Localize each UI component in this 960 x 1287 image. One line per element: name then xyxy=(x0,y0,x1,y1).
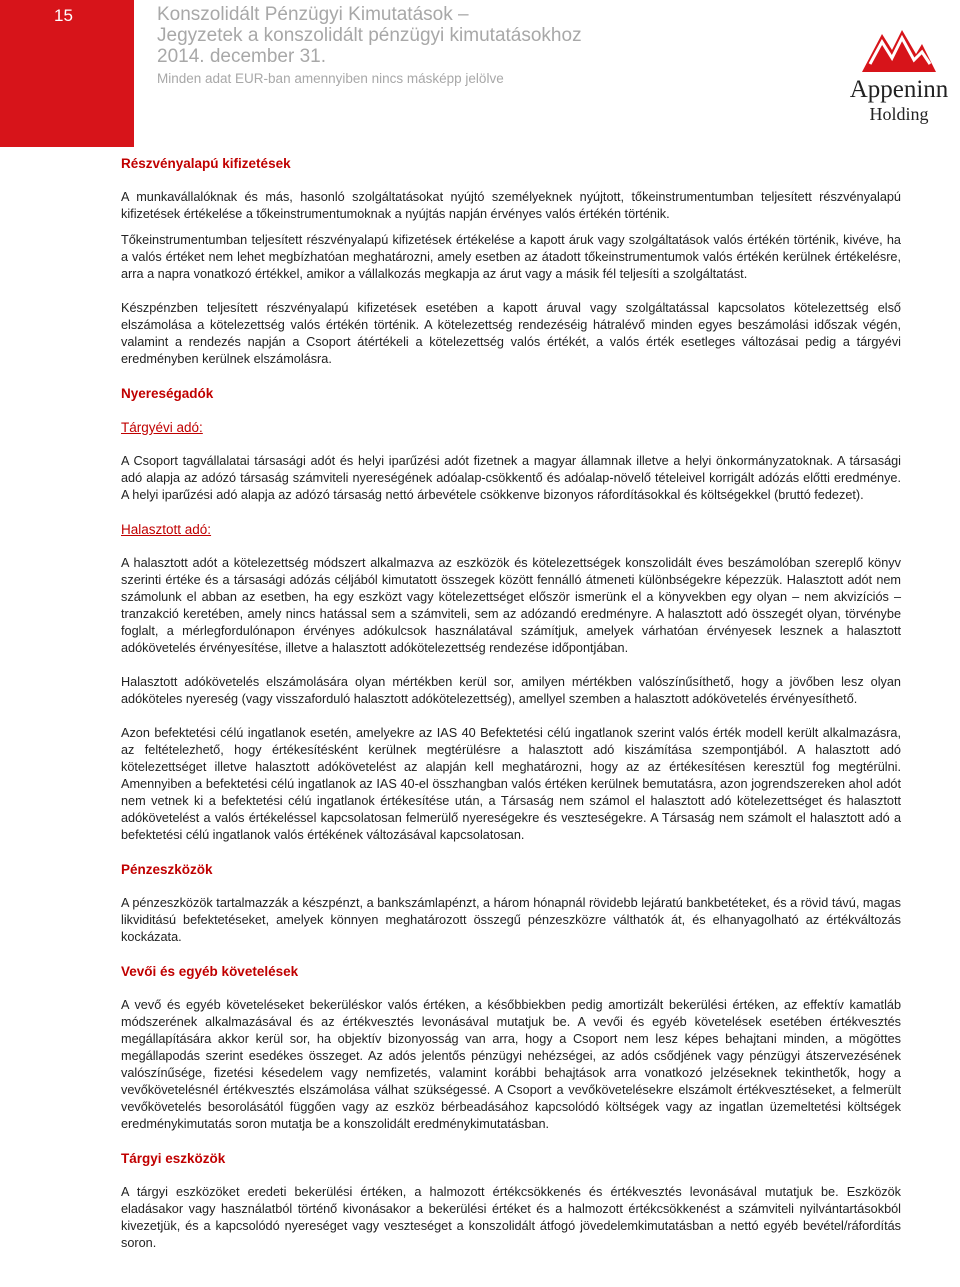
header-currency-note: Minden adat EUR-ban amennyiben nincs másképp jelölve xyxy=(157,71,504,86)
mountain-logo-icon xyxy=(862,24,936,72)
paragraph: A munkavállalóknak és más, hasonló szolgáltatásokat nyújtó személyeknek nyújtott, tőkeinstrumentumban teljesített részvényalapú kifizetések értékelése a tőkeinstrumentumoknak a nyújtás napján érvényes valós értékén történik. xyxy=(121,190,901,221)
company-logo xyxy=(838,24,960,124)
heading-cash: Pénzeszközök xyxy=(121,862,213,877)
subheading-deferred-tax: Halasztott adó: xyxy=(121,522,212,537)
paragraph: A pénzeszközök tartalmazzák a készpénzt, a bankszámlapénzt, a három hónapnál rövidebb lejáratú bankbetéteket, és a rövid távú, magas likviditású befektetéseket, amelyek könnyen meghatározott összegű pénzeszközre válthatók át, és elhanyagolható az értékváltozás kockázata. xyxy=(121,896,901,944)
heading-income-taxes: Nyereségadók xyxy=(121,386,214,401)
paragraph: Azon befektetési célú ingatlanok esetén, amelyekre az IAS 40 Befektetési célú ingatlanok szerint valós érték modell került alkalmazásra, az feltételezhető, hogy értékesítésként kerülnek megtérülésre a halasztott adó kiszámítása szempontjából. A halasztott adó kötelezettséget illetve halasztott adókövetelést az alapján kell meghatározni, hogy az az értékesítésen keresztül fog megtérülni. Amennyiben a befektetési célú ingatlanok az IAS 40-el összhangban valós értéken kerülnek bemutatásra, azon jogrendszereken ahol adót nem vetnek ki a befektetési célú ingatlanok értékesítése után, a Társaság nem számol el halasztott adó kötelezettséget és halasztott adókövetelést a valós értékeléssel kapcsolatosan felmerülő nyereségekre és veszteségekre. A Társaság nem számolt el halasztott adó a befektetési célú ingatlanok valós értékének változásával kapcsolatosan. xyxy=(121,726,901,842)
paragraph: A tárgyi eszközöket eredeti bekerülési értéken, a halmozott értékcsökkenés és értékvesztés levonásával mutatjuk be. Eszközök eladásakor vagy használatból történő kivonásakor a bekerülési értéket és a halmozott értékcsökkenést a számviteli nyilvántartásokból kivezetjük, és a kapcsolódó nyereséget vagy veszteséget a konszolidált átfogó jövedelemkimutatásban a nettó egyéb bevétel/ráfordítás soron. xyxy=(121,1185,901,1250)
heading-tangible-assets: Tárgyi eszközök xyxy=(121,1151,226,1166)
header-date: 2014. december 31. xyxy=(157,46,327,67)
paragraph: Tőkeinstrumentumban teljesített részvényalapú kifizetések értékelése a kapott áruk vagy szolgáltatások valós értékén történik, kivéve, ha a valós értéket nem lehet megbízhatóan meghatározni, amely esetben az átadott tőkeinstrumentumok valós értékén kerülnek értékelésre, arra a napra vonatkozó értékkel, amikor a vállalkozás megkapja az árut vagy a másik fél teljesíti a szolgáltatást. xyxy=(121,233,901,281)
document-body xyxy=(121,155,901,1252)
page-number: 15 xyxy=(54,6,73,25)
heading-share-based-payments: Részvényalapú kifizetések xyxy=(121,156,291,171)
page-number-box xyxy=(0,0,134,147)
paragraph: A halasztott adót a kötelezettség módszert alkalmazva az eszközök és kötelezettségek konszolidált éves beszámolóban szereplő könyv szerinti értéke és a társasági adózás céljából kimutatott összegek között fennálló átmeneti különbségekre képezzük. Halasztott adót nem számolunk el abban az esetben, ha egy eszközt vagy kötelezettséget először ismerünk el a könyvekben egy olyan – nem akvizíciós – tranzakció keretében, amely nincs hatással sem a számviteli, sem az adózandó eredményre. A halasztott adó összegét olyan, törvénybe foglalt, a mérlegfordulónapon érvényes adókulcsok használatával számítjuk, amelyek várhatóan érvényesek lesznek a halasztott adókövetelés érvényesítése, illetve a halasztott adókötelezettség rendezése időpontjában. xyxy=(121,556,901,655)
header-subtitle: Jegyzetek a konszolidált pénzügyi kimutatásokhoz xyxy=(157,25,582,46)
logo-name: Appeninn xyxy=(849,76,949,103)
heading-receivables: Vevői és egyéb követelések xyxy=(121,964,299,979)
header-title: Konszolidált Pénzügyi Kimutatások – xyxy=(157,4,469,25)
subheading-current-tax: Tárgyévi adó: xyxy=(121,420,203,435)
paragraph: Halasztott adókövetelés elszámolására olyan mértékben kerül sor, amilyen mértékben valószínűsíthető, hogy a jövőben lesz olyan adóköteles nyereség (vagy visszaforduló halasztott adókötelezettség), amellyel szemben a halasztott adókövetelés érvényesíthető. xyxy=(121,675,901,706)
paragraph: A vevő és egyéb követeléseket bekerüléskor valós értéken, a későbbiekben pedig amortizált bekerülési értéken, az effektív kamatláb módszerének alkalmazásával és az értékvesztés levonásával mutatjuk be. A vevői és egyéb követelések esetében értékvesztés megállapítására akkor kerül sor, ha objektív bizonyosság van arra, hogy a Csoport nem lesz képes behajtani minden, a mögöttes megállapodás szerint esedékes összeget. Az adós jelentős pénzügyi nehézségei, az adós csődjének vagy pénzügyi átszervezésének valószínűsége, fizetési késedelem vagy nemfizetés, valamint korábbi behajtások arra vonatkozó jelzéseknek tekinthetők, hogy a vevőkövetelésnél értékvesztés elszámolása válhat szükségessé. A Csoport a vevőkövetelésekre elszámolt értékvesztéseket, a felmerült vevőkövetelés besorolásától függően vagy az eszköz bérbeadásához kapcsolódó költségek vagy az ingatlan üzemeltetési költségek eredménykimutatás soron mutatja be a konszolidált eredménykimutatásban. xyxy=(121,998,901,1131)
paragraph: A Csoport tagvállalatai társasági adót és helyi iparűzési adót fizetnek a magyar államnak illetve a helyi önkormányzatoknak. A társasági adó alapja az adózó társaság számviteli nyereségének adóalap-csökkentő és adóalap-növelő tételeivel korrigált adózás előtti eredménye. A helyi iparűzési adó alapja az adózó társaság nettó árbevétele csökkenve bizonyos ráfordításokkal és költségekkel (bruttó fedezet). xyxy=(121,454,901,502)
page-header xyxy=(157,4,582,91)
logo-subname: Holding xyxy=(869,104,929,124)
paragraph: Készpénzben teljesített részvényalapú kifizetések esetében a kapott áruval vagy szolgáltatással kapcsolatos kötelezettség első elszámolása a kötelezettség valós értékén történik. A kötelezettség rendezéséig hátralévő minden egyes beszámolási időszak végén, valamint a rendezés napján a Csoport átértékeli a kötelezettség valós értékét, a valós érték esetleges változásai pedig a tárgyévi eredményben kerülnek elszámolásra. xyxy=(121,301,901,366)
